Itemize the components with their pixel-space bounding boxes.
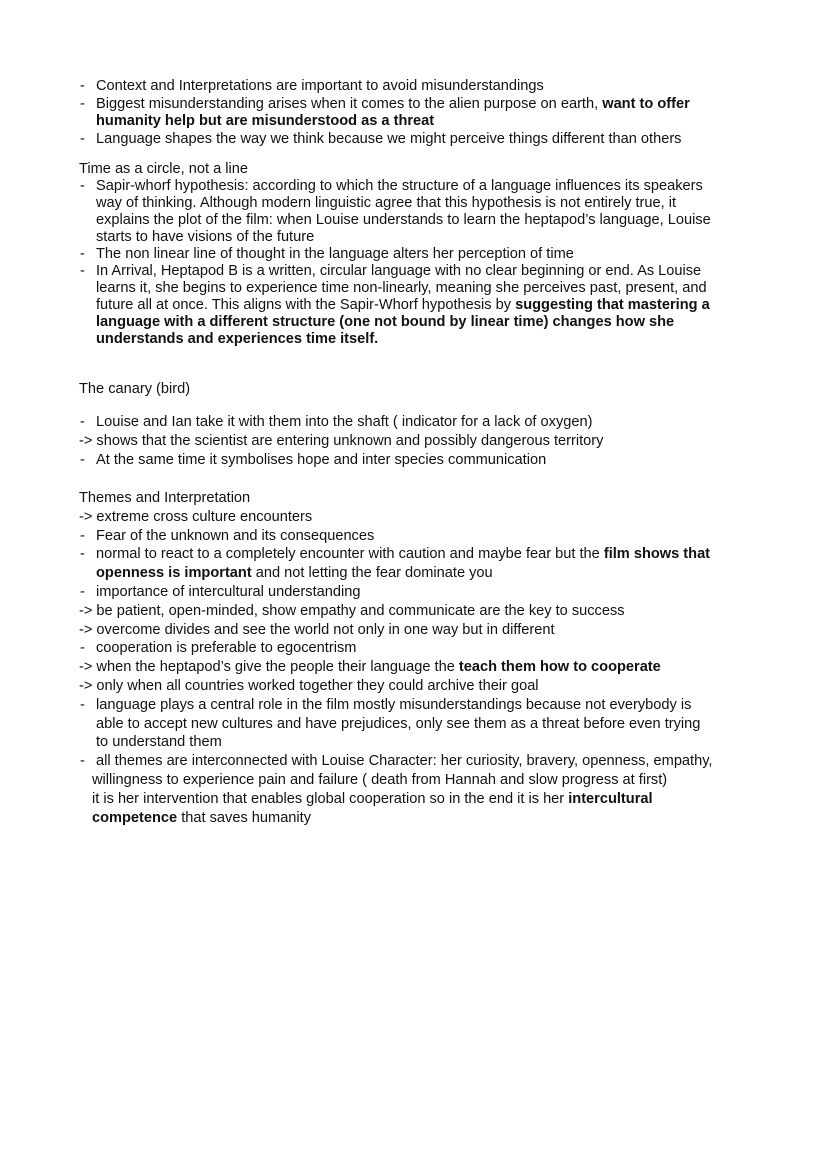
text: it is her intervention that enables global cooperation so in the end it is her	[92, 790, 569, 807]
themes-section	[79, 489, 808, 827]
text: cooperation is preferable to egocentrism	[96, 640, 357, 657]
bold-text: film shows that	[603, 546, 711, 563]
section-heading	[79, 380, 808, 399]
section-heading	[79, 489, 808, 508]
bullet-continuation	[79, 212, 808, 229]
bullet-continuation	[79, 331, 808, 348]
text: way of thinking. Although modern linguistic agree that this hypothesis is not entirely true, it	[96, 195, 677, 211]
bullet-continuation	[79, 790, 808, 809]
bullet-continuation	[79, 229, 808, 246]
text: The non linear line of thought in the language alters her perception of time	[96, 246, 574, 262]
text: Themes and Interpretation	[79, 490, 251, 506]
text: The canary (bird)	[79, 381, 191, 397]
bullet-item	[79, 451, 808, 470]
bullet-continuation	[79, 113, 808, 131]
text: -> only when all countries worked together they could archive their goal	[79, 677, 539, 694]
text: Time as a circle, not a line	[79, 161, 248, 177]
text: and not letting the fear dominate you	[251, 565, 493, 582]
bullet-item	[79, 96, 808, 114]
text: all themes are interconnected with Louise Character: her curiosity, bravery, openness, empathy,	[96, 753, 713, 770]
bold-text: competence	[92, 809, 178, 826]
bullet-item	[79, 413, 808, 432]
text: to understand them	[96, 734, 222, 751]
text: future all at once. This aligns with the Sapir-Whorf hypothesis by	[96, 297, 516, 313]
text: importance of intercultural understanding	[96, 583, 361, 600]
canary-heading	[79, 380, 808, 399]
arrow-note	[79, 658, 808, 677]
bullet-item	[79, 752, 808, 771]
text: Biggest misunderstanding arises when it comes to the alien purpose on earth,	[96, 95, 603, 112]
bold-text: humanity help but are misunderstood as a threat	[96, 113, 435, 129]
bold-text: teach them how to cooperate	[458, 659, 661, 676]
bullet-continuation	[79, 297, 808, 314]
text: -> extreme cross culture encounters	[79, 508, 313, 525]
text: Fear of the unknown and its consequences	[96, 527, 375, 544]
bullet-item	[79, 131, 808, 149]
text: language plays a central role in the film mostly misunderstandings because not everybody is	[96, 696, 692, 713]
arrow-note	[79, 508, 808, 527]
text: able to accept new cultures and have prejudices, only see them as a threat before even trying	[96, 715, 701, 732]
bold-text: want to offer	[602, 95, 690, 112]
text: -> be patient, open-minded, show empathy and communicate are the key to success	[79, 602, 625, 619]
bullet-item	[79, 639, 808, 658]
text: Language shapes the way we think because we might perceive things different than others	[96, 130, 682, 147]
arrow-note	[79, 602, 808, 621]
text: -> overcome divides and see the world not only in one way but in different	[79, 621, 555, 638]
text: Sapir-whorf hypothesis: according to which the structure of a language influences its speakers	[96, 178, 703, 194]
bullet-continuation	[79, 771, 808, 790]
section-heading	[79, 161, 808, 178]
text: Louise and Ian take it with them into the shaft ( indicator for a lack of oxygen)	[96, 414, 593, 430]
text: In Arrival, Heptapod B is a written, circular language with no clear beginning or end. As Louise	[96, 263, 702, 279]
bullet-item	[79, 527, 808, 546]
text: willingness to experience pain and failure ( death from Hannah and slow progress at first)	[92, 771, 668, 788]
bullet-item	[79, 263, 808, 280]
misunderstandings-notes	[79, 78, 808, 148]
bold-text: openness is important	[96, 565, 252, 582]
bullet-continuation	[79, 715, 808, 734]
bold-text: intercultural	[568, 790, 653, 807]
bullet-item	[79, 545, 808, 564]
text: -> shows that the scientist are entering unknown and possibly dangerous territory	[79, 433, 604, 450]
text: that saves humanity	[177, 809, 312, 826]
text: At the same time it symbolises hope and inter species communication	[96, 452, 547, 469]
bullet-continuation	[79, 564, 808, 583]
bold-text: suggesting that mastering a	[515, 297, 710, 313]
text: Context and Interpretations are important to avoid misunderstandings	[96, 78, 544, 94]
arrow-note	[79, 677, 808, 696]
bullet-item	[79, 696, 808, 715]
arrow-note	[79, 432, 808, 451]
bullet-continuation	[79, 314, 808, 331]
bullet-item	[79, 583, 808, 602]
bullet-continuation	[79, 195, 808, 212]
bullet-item	[79, 246, 808, 263]
bullet-item	[79, 178, 808, 195]
bullet-item	[79, 78, 808, 96]
text: normal to react to a completely encounter with caution and maybe fear but the	[96, 546, 604, 563]
arrow-note	[79, 621, 808, 640]
text: explains the plot of the film: when Louise understands to learn the heptapod’s language, Louise	[96, 212, 711, 228]
text: starts to have visions of the future	[96, 229, 315, 245]
text: learns it, she begins to experience time non-linearly, meaning she perceives past, present, and	[96, 280, 707, 296]
time-as-circle-section	[79, 161, 808, 348]
text: -> when the heptapod’s give the people their language the	[79, 659, 459, 676]
canary-notes	[79, 413, 808, 471]
bold-text: understands and experiences time itself.	[96, 331, 379, 347]
bullet-continuation	[79, 809, 808, 828]
bullet-continuation	[79, 733, 808, 752]
bold-text: language with a different structure (one not bound by linear time) changes how she	[96, 314, 675, 330]
bullet-continuation	[79, 280, 808, 297]
